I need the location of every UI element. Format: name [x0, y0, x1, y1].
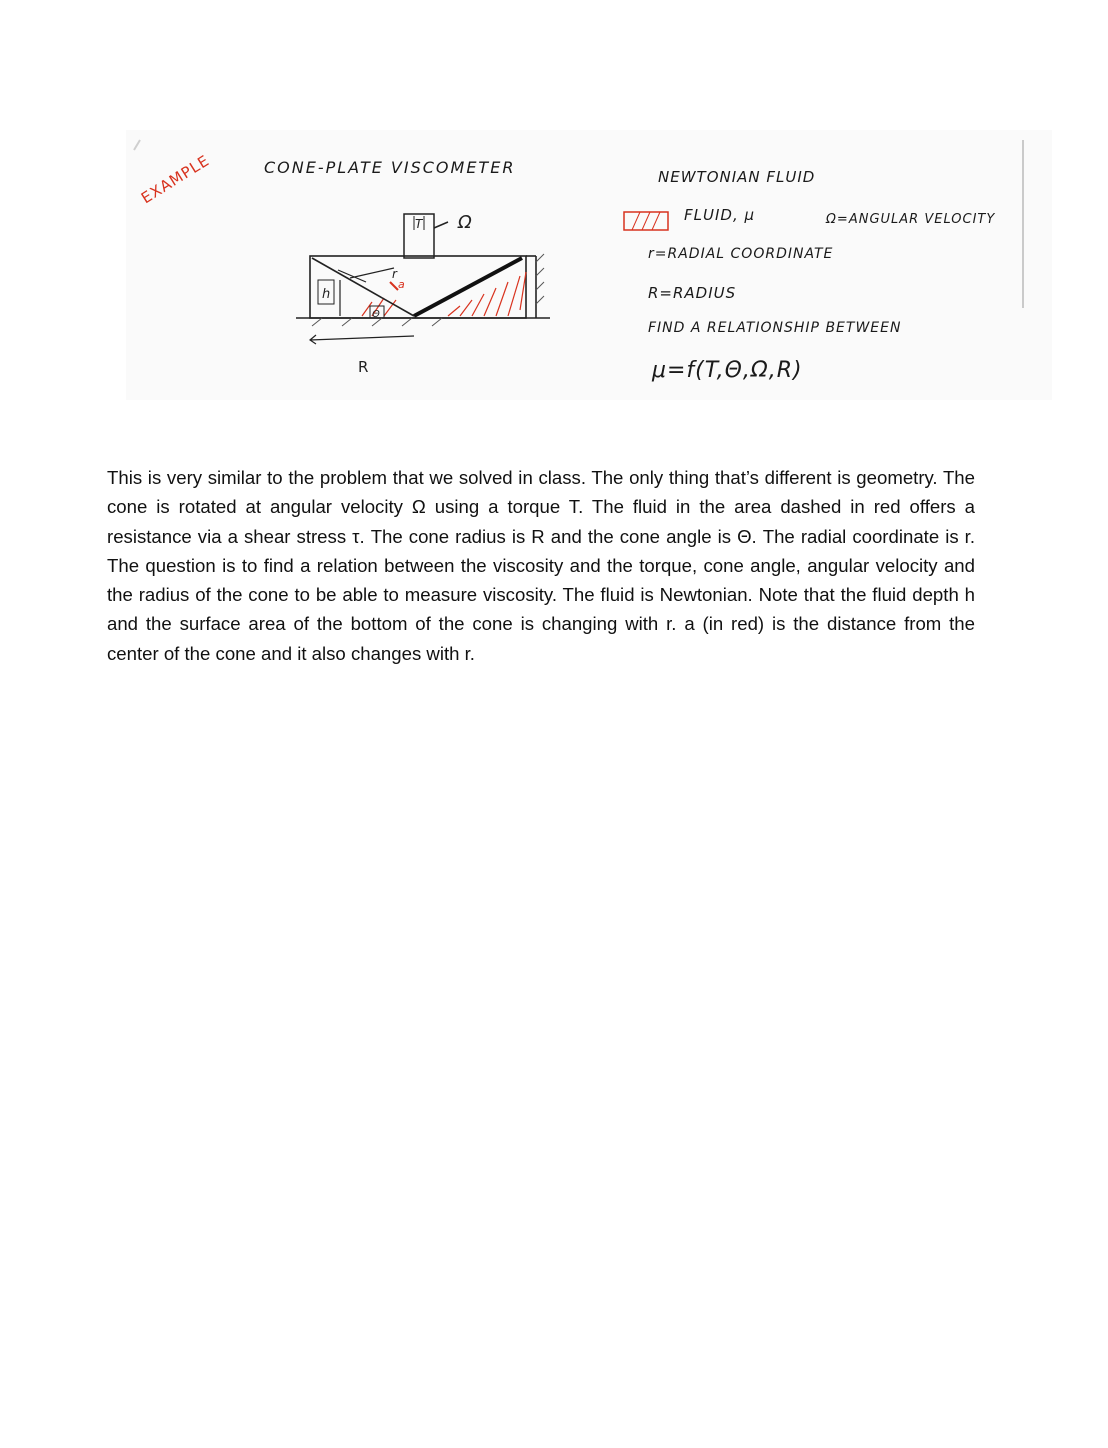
theta-label: Θ — [372, 309, 380, 320]
find-note: FIND A RELATIONSHIP BETWEEN — [648, 320, 902, 336]
radial-arrow — [350, 268, 394, 278]
height-label: h — [322, 287, 331, 302]
handwritten-figure — [126, 130, 1052, 400]
omega-note: Ω=ANGULAR VELOCITY — [826, 212, 996, 227]
omega-label: Ω — [458, 212, 472, 233]
figure-title: CONE-PLATE VISCOMETER — [264, 158, 516, 177]
fluid-hatching — [362, 272, 526, 316]
example-label: EXAMPLE — [138, 151, 213, 208]
radius-dimension — [310, 336, 414, 340]
radial-note: r=RADIAL COORDINATE — [648, 246, 834, 262]
fluid-note: FLUID, μ — [684, 206, 756, 224]
rotation-arrow — [434, 222, 448, 228]
problem-description: This is very similar to the problem that we solved in class. The only thing that’s different is geometry. The cone is rotated at angular velocity Ω using a torque T. The fluid in the area dashed in red offers a resistance via a shear stress τ. The cone radius is R and the cone angle is Θ. The radial coordinate is r. The question is to find a relation between the viscosity and the torque, cone angle, angular velocity and the radius of the cone to be able to measure viscosity. The fluid is Newtonian. Note that the fluid depth h and the surface area of the bottom of the cone is changing with r. a (in red) is the distance from the center of the cone and it also changes with r. — [107, 467, 975, 664]
cone-housing — [310, 256, 526, 318]
radius-note: R=RADIUS — [648, 284, 737, 302]
torque-label: T — [415, 217, 423, 231]
radius-label: R — [358, 358, 369, 376]
a-marker — [390, 282, 398, 290]
radial-label: r — [392, 267, 397, 281]
relation-formula: μ=f(T,Θ,Ω,R) — [652, 358, 803, 383]
a-label: a — [398, 278, 405, 291]
newtonian-note: NEWTONIAN FLUID — [658, 168, 816, 186]
legend-swatch — [624, 212, 668, 230]
